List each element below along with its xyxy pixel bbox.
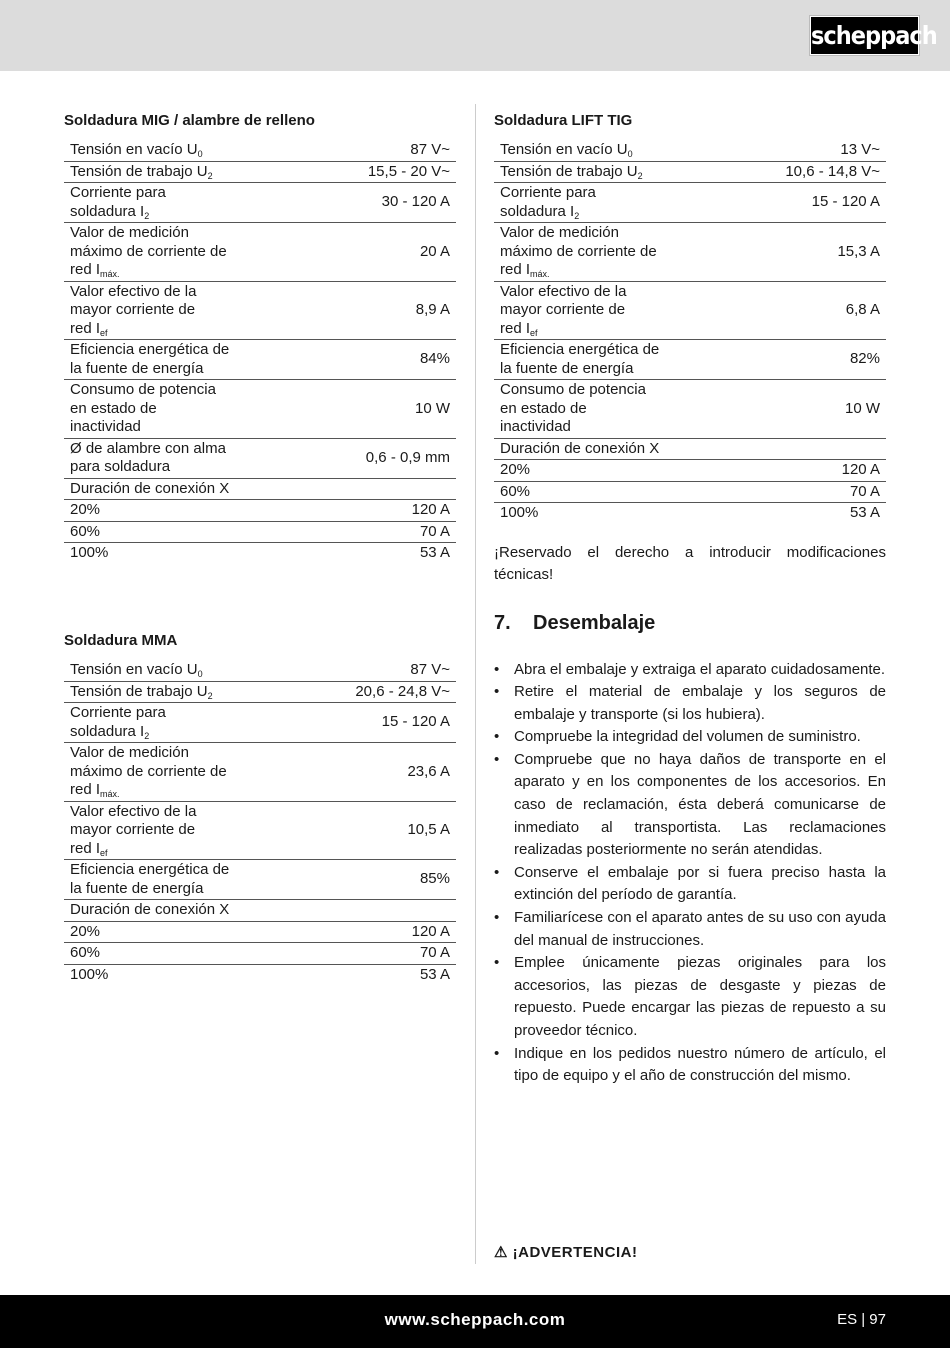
spec-subscript: ef (530, 327, 538, 338)
bullet-icon: • (494, 909, 500, 927)
spec-row (494, 503, 886, 524)
right-column (494, 112, 886, 1088)
spec-value: 85% (419, 870, 450, 888)
spec-row (494, 183, 886, 223)
spec-label: Corriente para soldadura $I_2$ (70, 184, 166, 221)
unpacking-list (494, 659, 886, 1088)
spec-value: 10,5 A (407, 821, 450, 838)
spec-value: 10 W (844, 399, 880, 417)
spec-value: 20 A (419, 242, 450, 260)
spec-label: 60% (500, 482, 531, 500)
reservation-note: ¡Reservado el derecho a introducir modificaciones técnicas! (494, 543, 886, 583)
spec-value: 6,8 A (845, 301, 880, 318)
list-item-text: Abra el embalaje y extraiga el aparato cuidadosamente. (514, 660, 886, 678)
spec-value: 120 A (411, 922, 450, 940)
tig-title: Soldadura LIFT TIG (494, 112, 633, 129)
list-item-text: Retire el material de embalaje y los seguros de embalaje y transporte (si los hubiera). (514, 683, 886, 723)
spec-row (494, 223, 886, 282)
spec-row (64, 900, 456, 922)
spec-label: 20% (500, 461, 531, 478)
list-item (494, 907, 886, 952)
spec-value: 87 V~ (410, 661, 450, 678)
spec-subscript: 0 (627, 149, 633, 159)
spec-subscript: 2 (574, 210, 580, 221)
bullet-icon: • (494, 863, 500, 881)
list-item (494, 952, 886, 1042)
list-item-text: Emplee únicamente piezas originales para los accesorios, las piezas de desgaste y piezas de repuesto. Puede encargar las piezas de repuesto a su proveedor técnico. (514, 954, 886, 1039)
spec-value: 15 - 120 A (381, 713, 450, 731)
spec-value: 8,9 A (415, 301, 450, 318)
spec-row (64, 943, 456, 965)
spec-subscript: 0 (197, 149, 203, 159)
spec-label: Tensión de trabajo $U_2$ (500, 162, 643, 181)
list-item-text: Compruebe la integridad del volumen de suministro. (514, 728, 861, 746)
spec-value: 10,6 - 14,8 V~ (785, 162, 880, 180)
spec-row (64, 921, 456, 943)
spec-value: 23,6 A (407, 762, 450, 780)
spec-subscript: máx. (100, 269, 120, 279)
bullet-icon: • (494, 954, 500, 972)
bullet-icon: • (494, 750, 500, 768)
scheppach-logo: scheppach (810, 16, 919, 55)
spec-row (64, 743, 456, 802)
page-number: ES | 97 (837, 1311, 886, 1328)
warning-heading (494, 1243, 637, 1261)
spec-value: 15 - 120 A (811, 193, 880, 211)
spec-row (64, 438, 456, 478)
spec-label: Corriente para soldadura $I_2$ (70, 704, 166, 741)
list-item-text: Compruebe que no haya daños de transporte en el aparato y en los componentes de los accesorios. En caso de reclamación, ésta deberá comunicarse de inmediato al transportista. Las reclamaciones realizadas posteriormente no serán atendidas. (514, 750, 886, 859)
spec-row (494, 380, 886, 439)
spec-subscript: 2 (207, 170, 213, 181)
spec-row (494, 438, 886, 460)
spec-label: 100% (70, 965, 109, 983)
spec-row (64, 964, 456, 985)
mig-title: Soldadura MIG / alambre de relleno (64, 112, 315, 129)
spec-subscript: 2 (144, 730, 150, 741)
spec-label: Tensión en vacío $U_0$ (500, 141, 633, 159)
spec-row (64, 478, 456, 500)
spec-label: Tensión de trabajo $U_2$ (70, 682, 213, 701)
spec-row (64, 860, 456, 900)
spec-subscript: máx. (530, 269, 550, 279)
spec-subscript: 2 (207, 690, 213, 701)
spec-row (494, 460, 886, 482)
list-item-text: Indique en los pedidos nuestro número de artículo, el tipo de equipo y el año de construcción del mismo. (514, 1044, 886, 1085)
section-number: 7. (494, 611, 511, 634)
spec-label: Valor de medición máximo de corriente de red $I_{máx.}$ (500, 224, 657, 279)
spec-row (494, 340, 886, 380)
spec-row (64, 703, 456, 743)
page-header (0, 0, 950, 71)
spec-label: Tensión en vacío $U_0$ (70, 141, 203, 159)
spec-subscript: 2 (144, 210, 150, 221)
spec-row (64, 380, 456, 439)
left-column-mma (64, 632, 456, 985)
spec-label: Duración de conexión X (500, 439, 660, 457)
spec-row (64, 223, 456, 282)
spec-row (494, 481, 886, 503)
tig-spec-table (494, 140, 886, 524)
spec-row (64, 340, 456, 380)
spec-label: 100% (70, 544, 109, 561)
spec-row (64, 140, 456, 161)
spec-label: Valor efectivo de la mayor corriente de red $I_{ef}$ (500, 282, 627, 338)
spec-label: Valor de medición máximo de corriente de red $I_{máx.}$ (70, 224, 227, 279)
list-item-text: Conserve el embalaje por si fuera preciso hasta la extinción del período de garantía. (514, 863, 886, 904)
list-item (494, 862, 886, 907)
spec-label: 100% (500, 504, 539, 521)
spec-label: Valor efectivo de la mayor corriente de red $I_{ef}$ (70, 282, 197, 338)
list-item (494, 726, 886, 749)
spec-value: 70 A (849, 482, 880, 500)
mma-spec-table (64, 660, 456, 985)
spec-row (494, 161, 886, 183)
spec-value: 53 A (849, 504, 880, 521)
spec-label: Consumo de potencia en estado de inactividad (70, 381, 216, 435)
spec-row (64, 521, 456, 543)
spec-value: 20,6 - 24,8 V~ (355, 682, 450, 700)
bullet-icon: • (494, 683, 500, 701)
spec-value: 53 A (419, 544, 450, 561)
spec-value: 87 V~ (410, 141, 450, 158)
spec-value: 70 A (419, 522, 450, 540)
spec-label: Valor efectivo de la mayor corriente de red $I_{ef}$ (70, 802, 197, 858)
spec-value: 30 - 120 A (381, 193, 450, 211)
spec-row (494, 140, 886, 161)
spec-label: Consumo de potencia en estado de inactividad (500, 381, 646, 435)
spec-value: 13 V~ (840, 141, 880, 158)
spec-subscript: 0 (197, 669, 203, 679)
spec-value: 0,6 - 0,9 mm (365, 448, 450, 466)
spec-value: 70 A (419, 944, 450, 961)
bullet-icon: • (494, 660, 500, 678)
spec-row (64, 543, 456, 564)
spec-subscript: ef (100, 847, 108, 858)
spec-label: Eficiencia energética de la fuente de energía (70, 341, 230, 377)
spec-label: Tensión en vacío $U_0$ (70, 661, 203, 679)
spec-value: 53 A (419, 965, 450, 983)
spec-label: 60% (70, 944, 101, 961)
spec-row (64, 660, 456, 681)
spec-value: 15,3 A (837, 242, 880, 260)
spec-label: Duración de conexión X (70, 901, 230, 918)
spec-value (736, 438, 886, 460)
left-column (64, 112, 456, 564)
warning-triangle-icon: ⚠ (494, 1244, 508, 1261)
spec-value: 120 A (841, 461, 880, 478)
list-item (494, 659, 886, 682)
mma-title: Soldadura MMA (64, 632, 178, 649)
spec-value: 120 A (411, 501, 450, 518)
spec-row (64, 281, 456, 340)
website-link[interactable]: www.scheppach.com (384, 1310, 566, 1329)
spec-row (64, 500, 456, 522)
spec-value: 15,5 - 20 V~ (367, 162, 450, 180)
bullet-icon: • (494, 728, 500, 746)
spec-value: 10 W (414, 399, 450, 417)
warning-text: ¡ADVERTENCIA! (512, 1244, 638, 1261)
list-item (494, 749, 886, 862)
spec-label: Corriente para soldadura $I_2$ (500, 184, 596, 221)
spec-row (64, 161, 456, 183)
column-divider (475, 104, 476, 1264)
spec-value: 84% (419, 350, 450, 368)
spec-subscript: 2 (637, 170, 643, 181)
spec-value (306, 900, 456, 922)
list-item (494, 681, 886, 726)
spec-label: Eficiencia energética de la fuente de energía (70, 861, 230, 897)
section-title: Desembalaje (533, 611, 656, 634)
spec-value: 82% (849, 350, 880, 368)
page-footer (0, 1295, 950, 1348)
spec-label: Eficiencia energética de la fuente de energía (500, 341, 660, 377)
spec-row (494, 281, 886, 340)
spec-label: Tensión de trabajo $U_2$ (70, 162, 213, 181)
spec-label: Duración de conexión X (70, 479, 230, 497)
spec-row (64, 801, 456, 860)
spec-label: Ø de alambre con alma para soldadura (70, 439, 226, 475)
spec-subscript: máx. (100, 789, 120, 799)
spec-label: 20% (70, 501, 101, 518)
list-item-text: Familiarícese con el aparato antes de su uso con ayuda del manual de instrucciones. (514, 909, 886, 949)
spec-subscript: ef (100, 327, 108, 338)
list-item (494, 1043, 886, 1088)
spec-label: 60% (70, 522, 101, 540)
spec-row (64, 183, 456, 223)
mig-spec-table (64, 140, 456, 564)
spec-value (315, 478, 456, 500)
spec-row (64, 681, 456, 703)
spec-label: 20% (70, 922, 101, 940)
section-heading (494, 611, 886, 635)
bullet-icon: • (494, 1044, 500, 1062)
spec-label: Valor de medición máximo de corriente de red $I_{máx.}$ (70, 744, 227, 799)
